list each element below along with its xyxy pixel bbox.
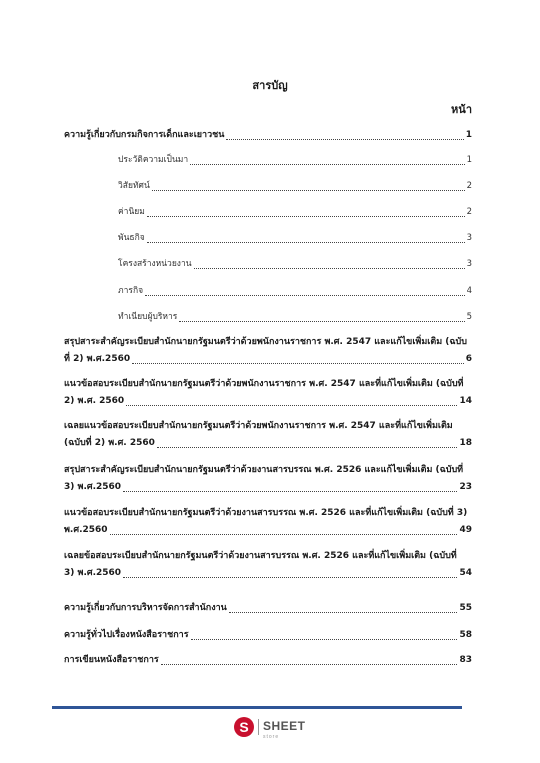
dot-leader xyxy=(179,321,464,322)
toc-entry-line xyxy=(118,283,472,300)
footer-rule xyxy=(52,706,462,709)
toc-entry-title: แนวข้อสอบระเบียบสำนักนายกรัฐมนตรีว่าด้วยงานสารบรรณ พ.ศ. 2526 และที่แก้ไขเพิ่มเติม (ฉบับที่ 3) xyxy=(64,508,468,518)
dot-leader xyxy=(161,664,458,665)
toc-entry-title: แนวข้อสอบระเบียบสำนักนายกรัฐมนตรีว่าด้วยพนักงานราชการ พ.ศ. 2547 และที่แก้ไขเพิ่มเติม (ฉบับที่ xyxy=(64,379,464,389)
toc-page-number: 1 xyxy=(465,130,472,140)
toc-entry-title: (ฉบับที่ 2) พ.ศ. 2560 xyxy=(64,438,155,448)
dot-leader xyxy=(147,216,465,217)
toc-entry-line xyxy=(64,127,472,144)
toc-entry-title: ค่านิยม xyxy=(118,207,145,217)
toc-page-number: 54 xyxy=(459,568,472,578)
toc-entry xyxy=(64,652,472,669)
toc-entry-title: 3) พ.ศ.2560 xyxy=(64,482,122,492)
toc-page-number: 55 xyxy=(459,603,472,613)
toc-page-number: 23 xyxy=(459,482,472,492)
toc-page-number: 58 xyxy=(459,630,472,640)
toc-entry-line xyxy=(118,309,472,326)
toc-subentry xyxy=(118,283,472,300)
toc-entry-title: วิสัยทัศน์ xyxy=(118,181,150,191)
toc-page-number: 2 xyxy=(466,207,472,217)
toc-subentry xyxy=(118,178,472,195)
toc-page-number: 4 xyxy=(466,286,472,296)
toc-entry-line xyxy=(64,522,472,539)
toc-entry-title: ความรู้เกี่ยวกับกรมกิจการเด็กและเยาวชน xyxy=(64,130,225,140)
toc-page-number: 6 xyxy=(465,354,472,364)
toc-entry xyxy=(64,600,472,617)
toc-subentry xyxy=(118,256,472,273)
toc-entry-line xyxy=(64,334,472,351)
toc-entry-line xyxy=(64,435,472,452)
toc-entry xyxy=(64,505,472,539)
toc-entry-line xyxy=(118,204,472,221)
toc-entry-title: ความรู้เกี่ยวกับการบริหารจัดการสำนักงาน xyxy=(64,603,227,613)
page-title: สารบัญ xyxy=(252,79,288,92)
logo-s-icon: S xyxy=(234,717,254,737)
logo-subtext: store xyxy=(263,733,280,740)
toc-page-number: 3 xyxy=(466,233,472,243)
dot-leader xyxy=(152,190,465,191)
dot-leader xyxy=(147,242,465,243)
toc-page-number: 2 xyxy=(466,181,472,191)
toc-entry-title: 2) พ.ศ. 2560 xyxy=(64,396,125,406)
toc-entry-title: พันธกิจ xyxy=(118,233,145,243)
dot-leader xyxy=(145,295,465,296)
toc-entry-line xyxy=(118,256,472,273)
toc-entry-line xyxy=(64,376,472,393)
toc-entry-title: ภารกิจ xyxy=(118,286,144,296)
toc-entry xyxy=(64,627,472,644)
toc-entry-title: ที่ 2) พ.ศ.2560 xyxy=(64,354,131,364)
toc-page-number: 83 xyxy=(459,655,472,665)
toc-entry-line xyxy=(64,393,472,410)
toc-entry-line xyxy=(118,152,472,169)
toc-entry-line xyxy=(64,600,472,617)
toc-entry-line xyxy=(64,652,472,669)
toc-entry xyxy=(64,376,472,410)
sheet-store-logo xyxy=(234,716,306,738)
toc-entry-title: พ.ศ.2560 xyxy=(64,525,108,535)
toc-page-number: 3 xyxy=(466,259,472,269)
dot-leader xyxy=(132,363,464,364)
toc-entry-line xyxy=(64,351,472,368)
toc-subentry xyxy=(118,309,472,326)
toc-entry xyxy=(64,462,472,496)
toc-subentry xyxy=(118,230,472,247)
logo-text: SHEET xyxy=(263,718,306,733)
toc-entry-line xyxy=(64,505,472,522)
toc-entry-line xyxy=(64,548,472,565)
toc-entry-title: การเขียนหนังสือราชการ xyxy=(64,655,159,665)
toc-entry-line xyxy=(118,178,472,195)
toc-entry xyxy=(64,418,472,452)
dot-leader xyxy=(190,164,464,165)
toc-entry-title: สรุปสาระสำคัญระเบียบสำนักนายกรัฐมนตรีว่าด้วยพนักงานราชการ พ.ศ. 2547 และแก้ไขเพิ่มเติม (ฉบับ xyxy=(64,337,467,347)
logo-divider xyxy=(258,719,259,735)
toc-entry xyxy=(64,334,472,368)
toc-entry-title: ความรู้ทั่วไปเรื่องหนังสือราชการ xyxy=(64,630,189,640)
dot-leader xyxy=(229,612,458,613)
toc-entry-line xyxy=(64,418,472,435)
toc-entry xyxy=(64,548,472,582)
toc-page-number: 49 xyxy=(459,525,472,535)
toc-subentry xyxy=(118,152,472,169)
dot-leader xyxy=(123,491,457,492)
toc-entry-line xyxy=(64,479,472,496)
dot-leader xyxy=(226,139,463,140)
dot-leader xyxy=(123,577,457,578)
toc-entry-title: 3) พ.ศ.2560 xyxy=(64,568,122,578)
dot-leader xyxy=(126,405,457,406)
toc-entry xyxy=(64,127,472,144)
toc-entry-line xyxy=(64,627,472,644)
toc-entry-title: สรุปสาระสำคัญระเบียบสำนักนายกรัฐมนตรีว่าด้วยงานสารบรรณ พ.ศ. 2526 และแก้ไขเพิ่มเติม (ฉบับที่ xyxy=(64,465,464,475)
dot-leader xyxy=(110,534,458,535)
toc-page-number: 18 xyxy=(459,438,472,448)
toc-page-number: 5 xyxy=(466,312,472,322)
toc-entry-line xyxy=(64,565,472,582)
toc-page-number: 1 xyxy=(466,155,472,165)
toc-entry-line xyxy=(118,230,472,247)
dot-leader xyxy=(157,447,458,448)
page-column-header: หน้า xyxy=(451,103,472,116)
dot-leader xyxy=(194,268,465,269)
toc-entry-title: เฉลยแนวข้อสอบระเบียบสำนักนายกรัฐมนตรีว่าด้วยพนักงานราชการ พ.ศ. 2547 และที่แก้ไขเพิ่มเติม xyxy=(64,421,453,431)
toc-subentry xyxy=(118,204,472,221)
toc-entry-title: ทำเนียบผู้บริหาร xyxy=(118,312,178,322)
toc-page-number: 14 xyxy=(459,396,472,406)
toc-entry-title: โครงสร้างหน่วยงาน xyxy=(118,259,192,269)
toc-entry-line xyxy=(64,462,472,479)
dot-leader xyxy=(191,639,458,640)
toc-entry-title: ประวัติความเป็นมา xyxy=(118,155,189,165)
toc-entry-title: เฉลยข้อสอบระเบียบสำนักนายกรัฐมนตรีว่าด้วยงานสารบรรณ พ.ศ. 2526 และที่แก้ไขเพิ่มเติม (ฉบับที่ xyxy=(64,551,457,561)
